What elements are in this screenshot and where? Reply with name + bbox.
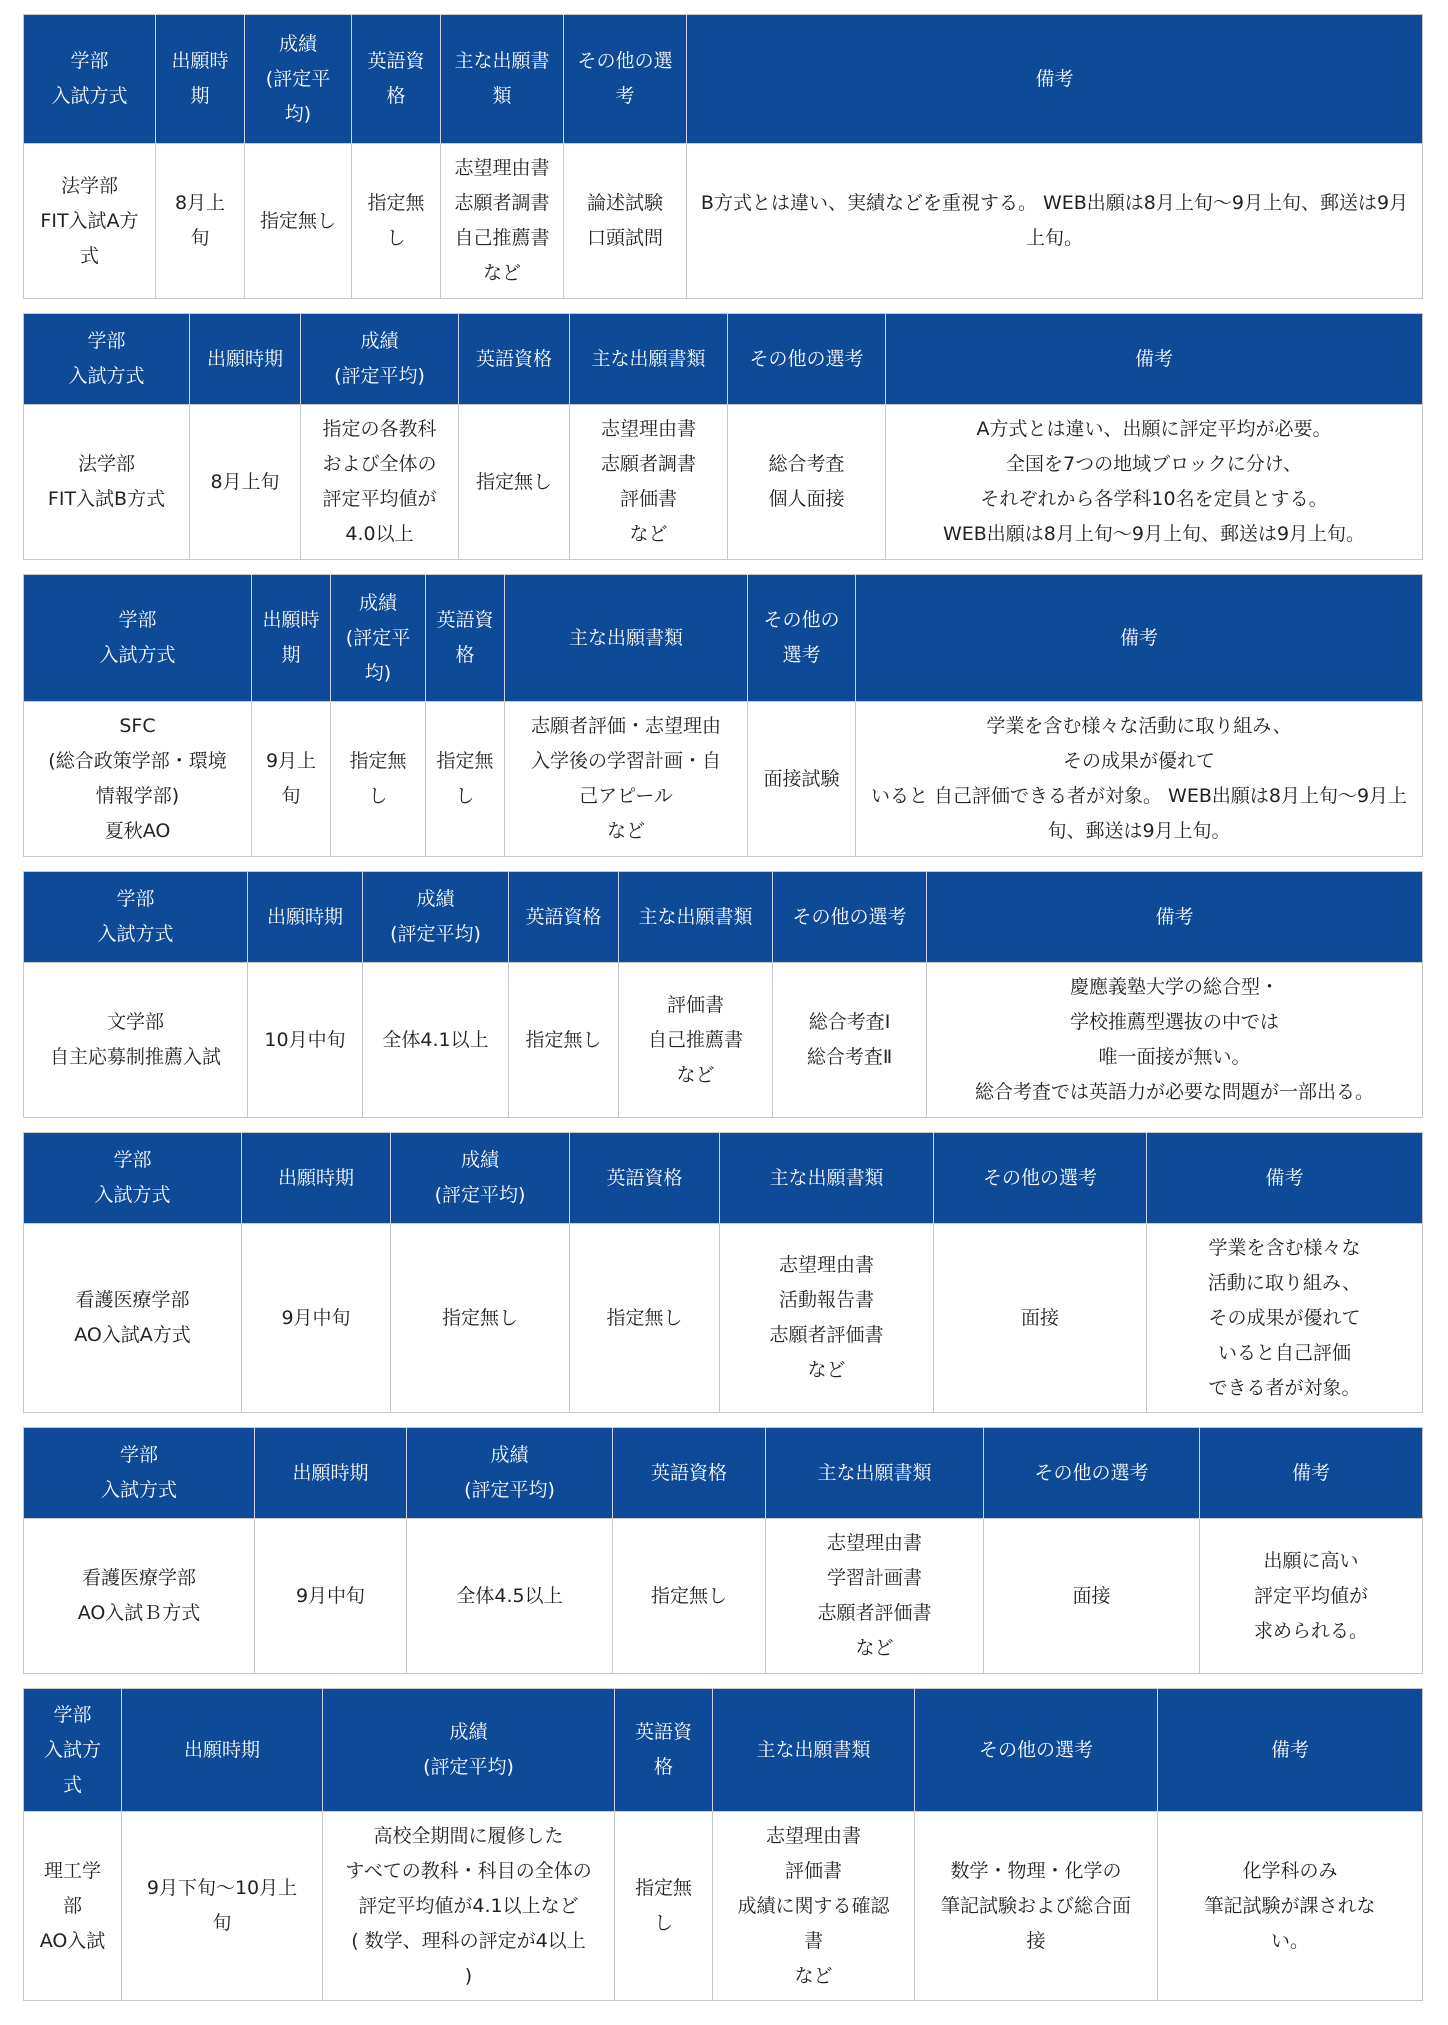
cell-documents: 志望理由書 志願者調書 自己推薦書 など (441, 144, 564, 299)
header-grades: 成績 (評定平均) (363, 872, 509, 963)
header-period: 出願時 期 (252, 575, 331, 702)
cell-grades: 指定無し (391, 1224, 570, 1413)
cell-documents: 志願者評価・志望理由 入学後の学習計画・自 己アピール など (505, 702, 748, 857)
header-notes: 備考 (886, 314, 1423, 405)
table-row (24, 1812, 1423, 2001)
table-row (24, 405, 1423, 560)
header-other-selection: その他の選考 (728, 314, 886, 405)
header-notes: 備考 (1158, 1689, 1423, 1812)
cell-other-selection: 面接 (934, 1224, 1147, 1413)
header-grades: 成績 (評定平均) (323, 1689, 615, 1812)
cell-other-selection: 数学・物理・化学の 筆記試験および総合面 接 (915, 1812, 1158, 2001)
header-english: 英語資格 (613, 1428, 766, 1519)
cell-period: 10月中旬 (248, 963, 363, 1118)
admissions-tables (23, 14, 1423, 2015)
header-row (24, 1428, 1423, 1519)
cell-english: 指定無し (459, 405, 570, 560)
header-grades: 成績 (評定平均) (391, 1133, 570, 1224)
table-letters-self-recommend (23, 871, 1423, 1118)
cell-period: 8月上旬 (190, 405, 301, 560)
header-grades: 成績 (評定平均) (407, 1428, 613, 1519)
cell-notes: B方式とは違い、実績などを重視する。 WEB出願は8月上旬～9月上旬、郵送は9月上旬。 (687, 144, 1423, 299)
header-english: 英語資 格 (352, 15, 441, 144)
table-law-fit-b (23, 313, 1423, 560)
cell-english: 指定無 し (352, 144, 441, 299)
table-row (24, 144, 1423, 299)
cell-faculty: 文学部 自主応募制推薦入試 (24, 963, 248, 1118)
header-notes: 備考 (1147, 1133, 1423, 1224)
cell-other-selection: 論述試験 口頭試問 (564, 144, 687, 299)
table-row (24, 1519, 1423, 1674)
header-row (24, 15, 1423, 144)
cell-notes: 学業を含む様々な活動に取り組み、 その成果が優れて いると 自己評価できる者が対象。 WEB出願は8月上旬～9月上旬、郵送は9月上旬。 (856, 702, 1423, 857)
cell-documents: 志望理由書 評価書 成績に関する確認 書 など (713, 1812, 915, 2001)
table-law-fit-a (23, 14, 1423, 299)
header-other-selection: その他の選 考 (564, 15, 687, 144)
header-other-selection: その他の 選考 (748, 575, 856, 702)
header-documents: 主な出願書類 (619, 872, 773, 963)
cell-grades: 指定の各教科 および全体の 評定平均値が 4.0以上 (301, 405, 459, 560)
cell-documents: 評価書 自己推薦書 など (619, 963, 773, 1118)
cell-grades: 指定無 し (331, 702, 426, 857)
table-row (24, 1224, 1423, 1413)
header-grades: 成績 (評定平 均) (331, 575, 426, 702)
cell-faculty: 看護医療学部 AO入試Ｂ方式 (24, 1519, 255, 1674)
cell-notes: 慶應義塾大学の総合型・ 学校推薦型選抜の中では 唯一面接が無い。 総合考査では英語力が必要な問題が一部出る。 (927, 963, 1423, 1118)
cell-english: 指定無 し (615, 1812, 713, 2001)
header-english: 英語資 格 (426, 575, 505, 702)
cell-english: 指定無し (613, 1519, 766, 1674)
cell-faculty: 法学部 FIT入試A方 式 (24, 144, 156, 299)
header-notes: 備考 (1200, 1428, 1423, 1519)
header-english: 英語資格 (570, 1133, 720, 1224)
cell-grades: 高校全期間に履修した すべての教科・科目の全体の 評定平均値が4.1以上など ( 数学、理科の評定が4以上 ) (323, 1812, 615, 2001)
cell-other-selection: 面接 (984, 1519, 1200, 1674)
header-row (24, 872, 1423, 963)
cell-faculty: 看護医療学部 AO入試A方式 (24, 1224, 242, 1413)
cell-grades: 全体4.1以上 (363, 963, 509, 1118)
header-period: 出願時 期 (156, 15, 245, 144)
header-notes: 備考 (927, 872, 1423, 963)
cell-documents: 志望理由書 活動報告書 志願者評価書 など (720, 1224, 934, 1413)
header-period: 出願時期 (190, 314, 301, 405)
header-faculty: 学部 入試方式 (24, 1133, 242, 1224)
cell-notes: 学業を含む様々な 活動に取り組み、 その成果が優れて いると自己評価 できる者が対象。 (1147, 1224, 1423, 1413)
header-faculty: 学部 入試方式 (24, 1428, 255, 1519)
header-period: 出願時期 (242, 1133, 391, 1224)
header-period: 出願時期 (255, 1428, 407, 1519)
cell-other-selection: 総合考査Ⅰ 総合考査Ⅱ (773, 963, 927, 1118)
cell-english: 指定無 し (426, 702, 505, 857)
header-english: 英語資格 (509, 872, 619, 963)
table-science-ao (23, 1688, 1423, 2001)
header-documents: 主な出願書類 (570, 314, 728, 405)
cell-grades: 全体4.5以上 (407, 1519, 613, 1674)
cell-other-selection: 面接試験 (748, 702, 856, 857)
header-period: 出願時期 (122, 1689, 323, 1812)
cell-period: 9月下旬～10月上 旬 (122, 1812, 323, 2001)
header-faculty: 学部 入試方 式 (24, 1689, 122, 1812)
table-nursing-ao-a (23, 1132, 1423, 1413)
cell-notes: A方式とは違い、出願に評定平均が必要。 全国を7つの地域ブロックに分け、 それぞれから各学科10名を定員とする。 WEB出願は8月上旬～9月上旬、郵送は9月上旬。 (886, 405, 1423, 560)
header-row (24, 314, 1423, 405)
cell-period: 9月上 旬 (252, 702, 331, 857)
cell-notes: 化学科のみ 筆記試験が課されな い。 (1158, 1812, 1423, 2001)
cell-period: 8月上 旬 (156, 144, 245, 299)
table-row (24, 963, 1423, 1118)
header-other-selection: その他の選考 (984, 1428, 1200, 1519)
header-documents: 主な出願書類 (720, 1133, 934, 1224)
cell-documents: 志望理由書 学習計画書 志願者評価書 など (766, 1519, 984, 1674)
cell-faculty: 法学部 FIT入試B方式 (24, 405, 190, 560)
header-notes: 備考 (687, 15, 1423, 144)
header-row (24, 1689, 1423, 1812)
header-documents: 主な出願書類 (713, 1689, 915, 1812)
cell-english: 指定無し (509, 963, 619, 1118)
header-other-selection: その他の選考 (934, 1133, 1147, 1224)
cell-grades: 指定無し (245, 144, 352, 299)
table-row (24, 702, 1423, 857)
cell-faculty: SFC (総合政策学部・環境 情報学部) 夏秋AO (24, 702, 252, 857)
header-english: 英語資 格 (615, 1689, 713, 1812)
header-other-selection: その他の選考 (773, 872, 927, 963)
header-documents: 主な出願書類 (766, 1428, 984, 1519)
header-documents: 主な出願書 類 (441, 15, 564, 144)
cell-period: 9月中旬 (242, 1224, 391, 1413)
cell-documents: 志望理由書 志願者調書 評価書 など (570, 405, 728, 560)
cell-period: 9月中旬 (255, 1519, 407, 1674)
cell-notes: 出願に高い 評定平均値が 求められる。 (1200, 1519, 1423, 1674)
header-notes: 備考 (856, 575, 1423, 702)
table-sfc-ao (23, 574, 1423, 857)
header-faculty: 学部 入試方式 (24, 575, 252, 702)
header-period: 出願時期 (248, 872, 363, 963)
header-grades: 成績 (評定平均) (301, 314, 459, 405)
header-grades: 成績 (評定平 均) (245, 15, 352, 144)
header-documents: 主な出願書類 (505, 575, 748, 702)
header-other-selection: その他の選考 (915, 1689, 1158, 1812)
header-faculty: 学部 入試方式 (24, 872, 248, 963)
header-row (24, 575, 1423, 702)
header-english: 英語資格 (459, 314, 570, 405)
cell-english: 指定無し (570, 1224, 720, 1413)
header-faculty: 学部 入試方式 (24, 314, 190, 405)
header-row (24, 1133, 1423, 1224)
header-faculty: 学部 入試方式 (24, 15, 156, 144)
table-nursing-ao-b (23, 1427, 1423, 1674)
cell-faculty: 理工学 部 AO入試 (24, 1812, 122, 2001)
cell-other-selection: 総合考査 個人面接 (728, 405, 886, 560)
